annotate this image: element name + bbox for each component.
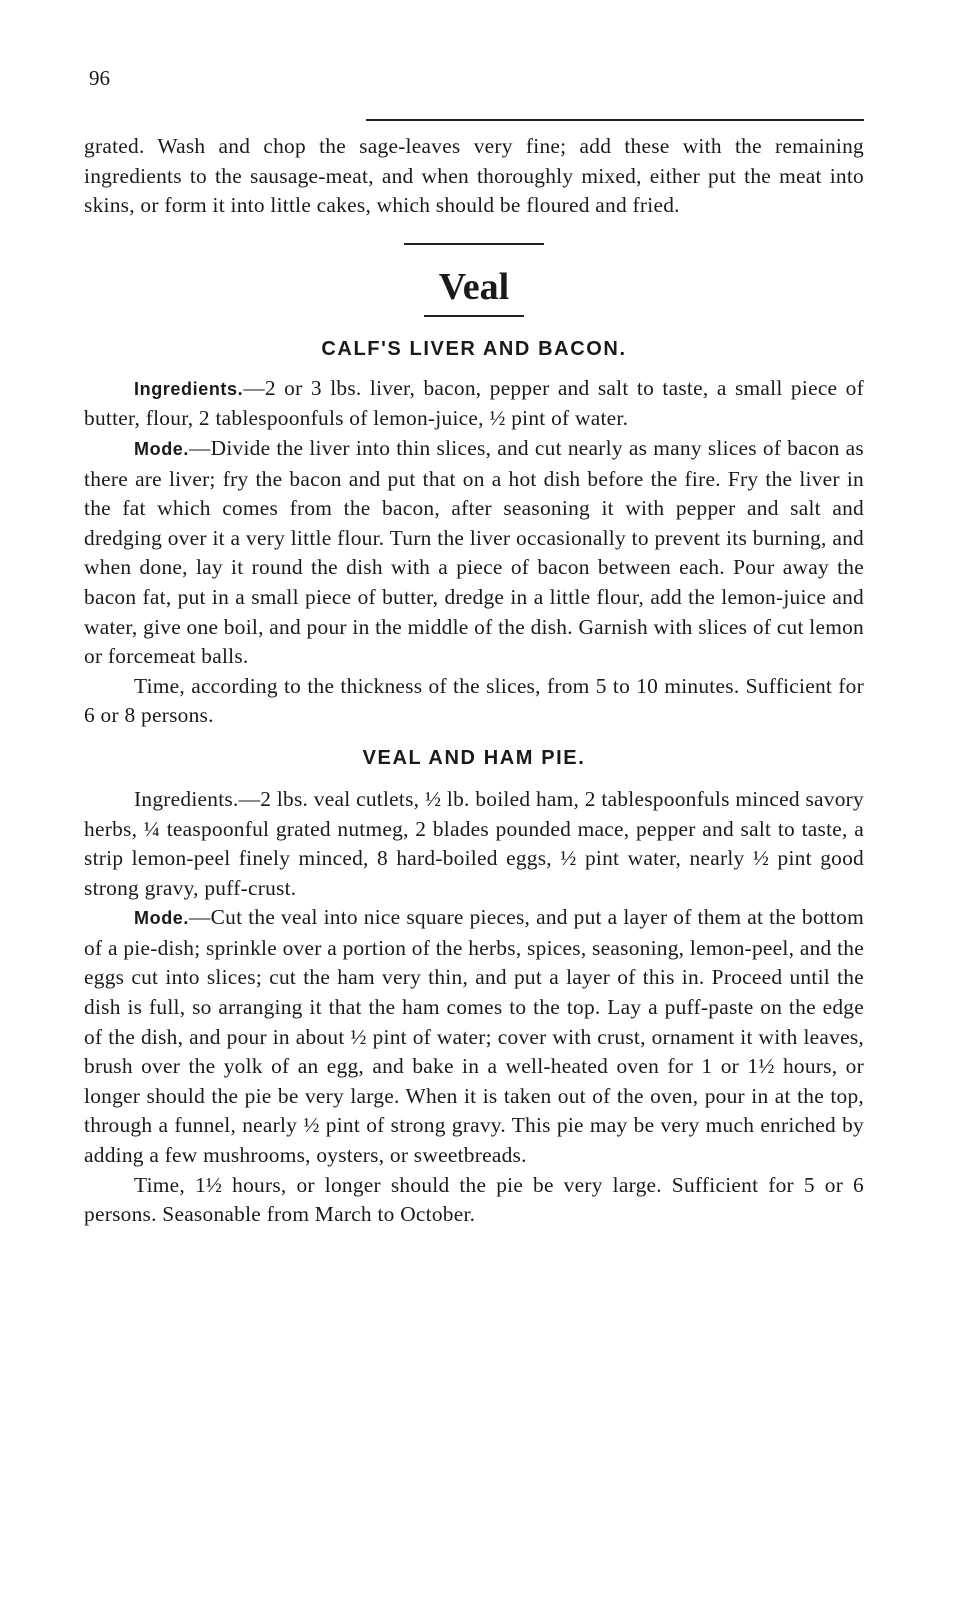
section-title: Veal bbox=[438, 265, 510, 308]
mode-paragraph bbox=[84, 903, 864, 1170]
recipe-title-calfs-liver: CALF'S LIVER AND BACON. bbox=[321, 337, 627, 360]
page-number: 96 bbox=[89, 66, 110, 90]
section-rule-bottom bbox=[424, 315, 524, 317]
ingredients-paragraph bbox=[84, 374, 864, 434]
mode-label: Mode. bbox=[134, 438, 189, 459]
text-column bbox=[84, 132, 864, 1230]
time-paragraph: Time, according to the thickness of the slices, from 5 to 10 minutes. Sufficient for 6 or 8 persons. bbox=[84, 673, 864, 728]
ingredients-label: Ingredients. bbox=[134, 378, 244, 399]
mode-paragraph bbox=[84, 434, 864, 672]
section-rule-top bbox=[404, 243, 544, 245]
header-rule bbox=[366, 119, 864, 121]
mode-text: —Divide the liver into thin slices, and cut nearly as many slices of bacon as there are liver; fry the bacon and put that on a hot dish before the fire. Fry the liver in the fat which comes from the bacon, after seasoning it with pepper and salt and dredging over it a very little flour. Turn the liver occasionally to prevent its burning, and when done, lay it round the dish with a piece of bacon between each. Pour away the bacon fat, put in a small piece of butter, dredge in a little flour, add the lemon-juice and water, give one boil, and pour in the middle of the dish. Garnish with slices of cut lemon or forcemeat balls. bbox=[84, 435, 864, 669]
continuation-paragraph: grated. Wash and chop the sage-leaves very fine; add these with the remaining ingredients to the sausage-meat, and when thoroughly mixed, either put the meat into skins, or form it into little cakes, which should be floured and fried. bbox=[84, 134, 864, 218]
ingredients-paragraph: Ingredients.—2 lbs. veal cutlets, ½ lb. boiled ham, 2 tablespoonfuls minced savory herbs, ¼ teaspoonful grated nutmeg, 2 blades pounded mace, pepper and salt to taste, a strip lemon-peel finely minced, 8 hard-boiled eggs, ½ pint water, nearly ½ pint good strong gravy, puff-crust. bbox=[84, 786, 864, 900]
recipe-title-veal-ham-pie: VEAL AND HAM PIE. bbox=[362, 746, 586, 769]
mode-label: Mode. bbox=[134, 908, 189, 929]
mode-text: —Cut the veal into nice square pieces, and put a layer of them at the bottom of a pie-dish; sprinkle over a portion of the herbs, spices, seasoning, lemon-peel, and the eggs cut into slices; cut the ham very thin, and put a layer of this in. Proceed until the dish is full, so arranging it that the ham comes to the top. Lay a puff-paste on the edge of the dish, and pour in about ½ pint of water; cover with crust, ornament it with leaves, brush over the yolk of an egg, and bake in a well-heated oven for 1 or 1½ hours, or longer should the pie be very large. When it is taken out of the oven, pour in at the top, through a funnel, nearly ½ pint of strong gravy. This pie may be very much enriched by adding a few mushrooms, oysters, or sweetbreads. bbox=[84, 905, 864, 1168]
time-paragraph: Time, 1½ hours, or longer should the pie be very large. Sufficient for 5 or 6 persons. Seasonable from March to October. bbox=[84, 1172, 864, 1227]
ingredients-text: —2 or 3 lbs. liver, bacon, pepper and salt to taste, a small piece of butter, flour, 2 tablespoonfuls of lemon-juice, ½ pint of water. bbox=[84, 375, 864, 431]
